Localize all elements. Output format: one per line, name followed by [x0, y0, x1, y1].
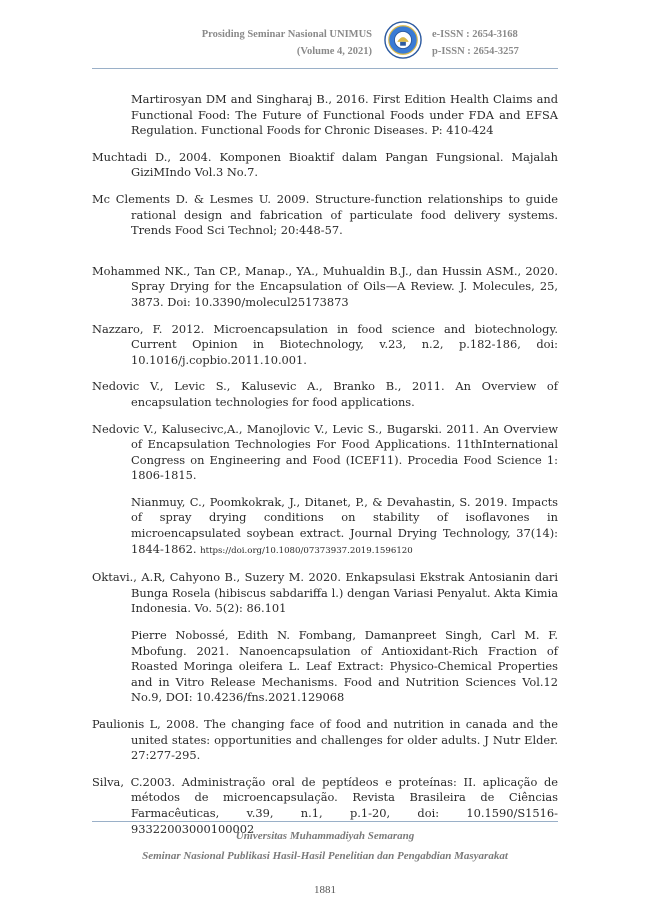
- header-divider: [92, 68, 558, 69]
- reference-text: Nianmuy, C., Poomkokrak, J., Ditanet, P., & Devahastin, S. 2019. Impacts of spray drying conditions on stability of isoflavones in microencapsulated soybean extract. Journal Drying Technology, 37(14): 1844-1862.: [131, 494, 558, 556]
- reference-item: Nedovic V., Kalusecivc,A., Manojlovic V., Levic S., Bugarski. 2011. An Overview of Encapsulation Technologies For Food Applications. 11thInternational Congress on Engineering and Food (ICEF11). Procedia Food Science 1: 1806-1815.: [92, 421, 558, 483]
- reference-item: Pierre Nobossé, Edith N. Fombang, Damanpreet Singh, Carl M. F. Mbofung. 2021. Nanoencapsulation of Antioxidant-Rich Fraction of Roasted Moringa oleifera L. Leaf Extract: Physico-Chemical Properties and in Vitro Release Mechanisms. Food and Nutrition Sciences Vol.12 No.9, DOI: 10.4236/fns.2021.129068: [131, 628, 558, 705]
- reference-item: Paulionis L, 2008. The changing face of food and nutrition in canada and the united states: opportunities and challenges for older adults. J Nutr Elder. 27:277-295.: [92, 717, 558, 763]
- reference-item: Silva, C.2003. Administração oral de peptídeos e proteínas: II. aplicação de métodos de microencapsulação. Revista Brasileira de Ciências Farmacêuticas, v.39, n.1, p.1-20, doi: 10.1590/S1516-93322003000100002: [92, 774, 558, 836]
- reference-item: Nazzaro, F. 2012. Microencapsulation in food science and biotechnology. Current Opinion in Biotechnology, v.23, n.2, p.182-186, doi: 10.1016/j.copbio.2011.10.001.: [92, 321, 558, 367]
- journal-volume: (Volume 4, 2021): [296, 46, 372, 57]
- reference-item: Mc Clements D. & Lesmes U. 2009. Structure-function relationships to guide rational design and fabrication of particulate food delivery systems. Trends Food Sci Technol; 20:448-57.: [92, 191, 558, 238]
- journal-title: Prosiding Seminar Nasional UNIMUS: [201, 29, 372, 40]
- header-left: [202, 26, 372, 60]
- reference-item: Muchtadi D., 2004. Komponen Bioaktif dalam Pangan Fungsional. Majalah GiziMIndo Vol.3 No.7.: [92, 149, 558, 180]
- unimus-logo-icon: [384, 21, 422, 59]
- reference-item: Oktavi., A.R, Cahyono B., Suzery M. 2020. Enkapsulasi Ekstrak Antosianin dari Bunga Rosela (hibiscus sabdariffa l.) dengan Variasi Penyalut. Akta Kimia Indonesia. Vo. 5(2): 86.101: [92, 570, 558, 616]
- eissn: e-ISSN : 2654-3168: [432, 29, 518, 40]
- header-right: [432, 26, 519, 60]
- reference-item: [92, 495, 558, 559]
- reference-item: Martirosyan DM and Singharaj B., 2016. First Edition Health Claims and Functional Food: The Future of Functional Foods under FDA and EFSA Regulation. Functional Foods for Chronic Diseases. P: 410-424: [131, 92, 558, 138]
- page-header: [0, 0, 650, 72]
- page-number: 1881: [314, 884, 336, 896]
- footer-divider: [92, 821, 558, 822]
- reference-item: Mohammed NK., Tan CP., Manap., YA., Muhualdin B.J., dan Hussin ASM., 2020. Spray Drying for the Encapsulation of Oils—A Review. J. Molecules, 25, 3873. Doi: 10.3390/molecul25173873: [92, 263, 558, 309]
- pissn: p-ISSN : 2654-3257: [432, 46, 519, 57]
- reference-item: Nedovic V., Levic S., Kalusevic A., Branko B., 2011. An Overview of encapsulation technologies for food applications.: [92, 379, 558, 409]
- reference-list: [92, 92, 558, 848]
- footer-university: Universitas Muhammadiyah Semarang: [235, 830, 415, 842]
- page-footer: [0, 826, 650, 866]
- reference-doi-link[interactable]: https://doi.org/10.1080/07373937.2019.1596120: [200, 545, 413, 556]
- footer-seminar: Seminar Nasional Publikasi Hasil-Hasil Penelitian dan Pengabdian Masyarakat: [142, 850, 508, 862]
